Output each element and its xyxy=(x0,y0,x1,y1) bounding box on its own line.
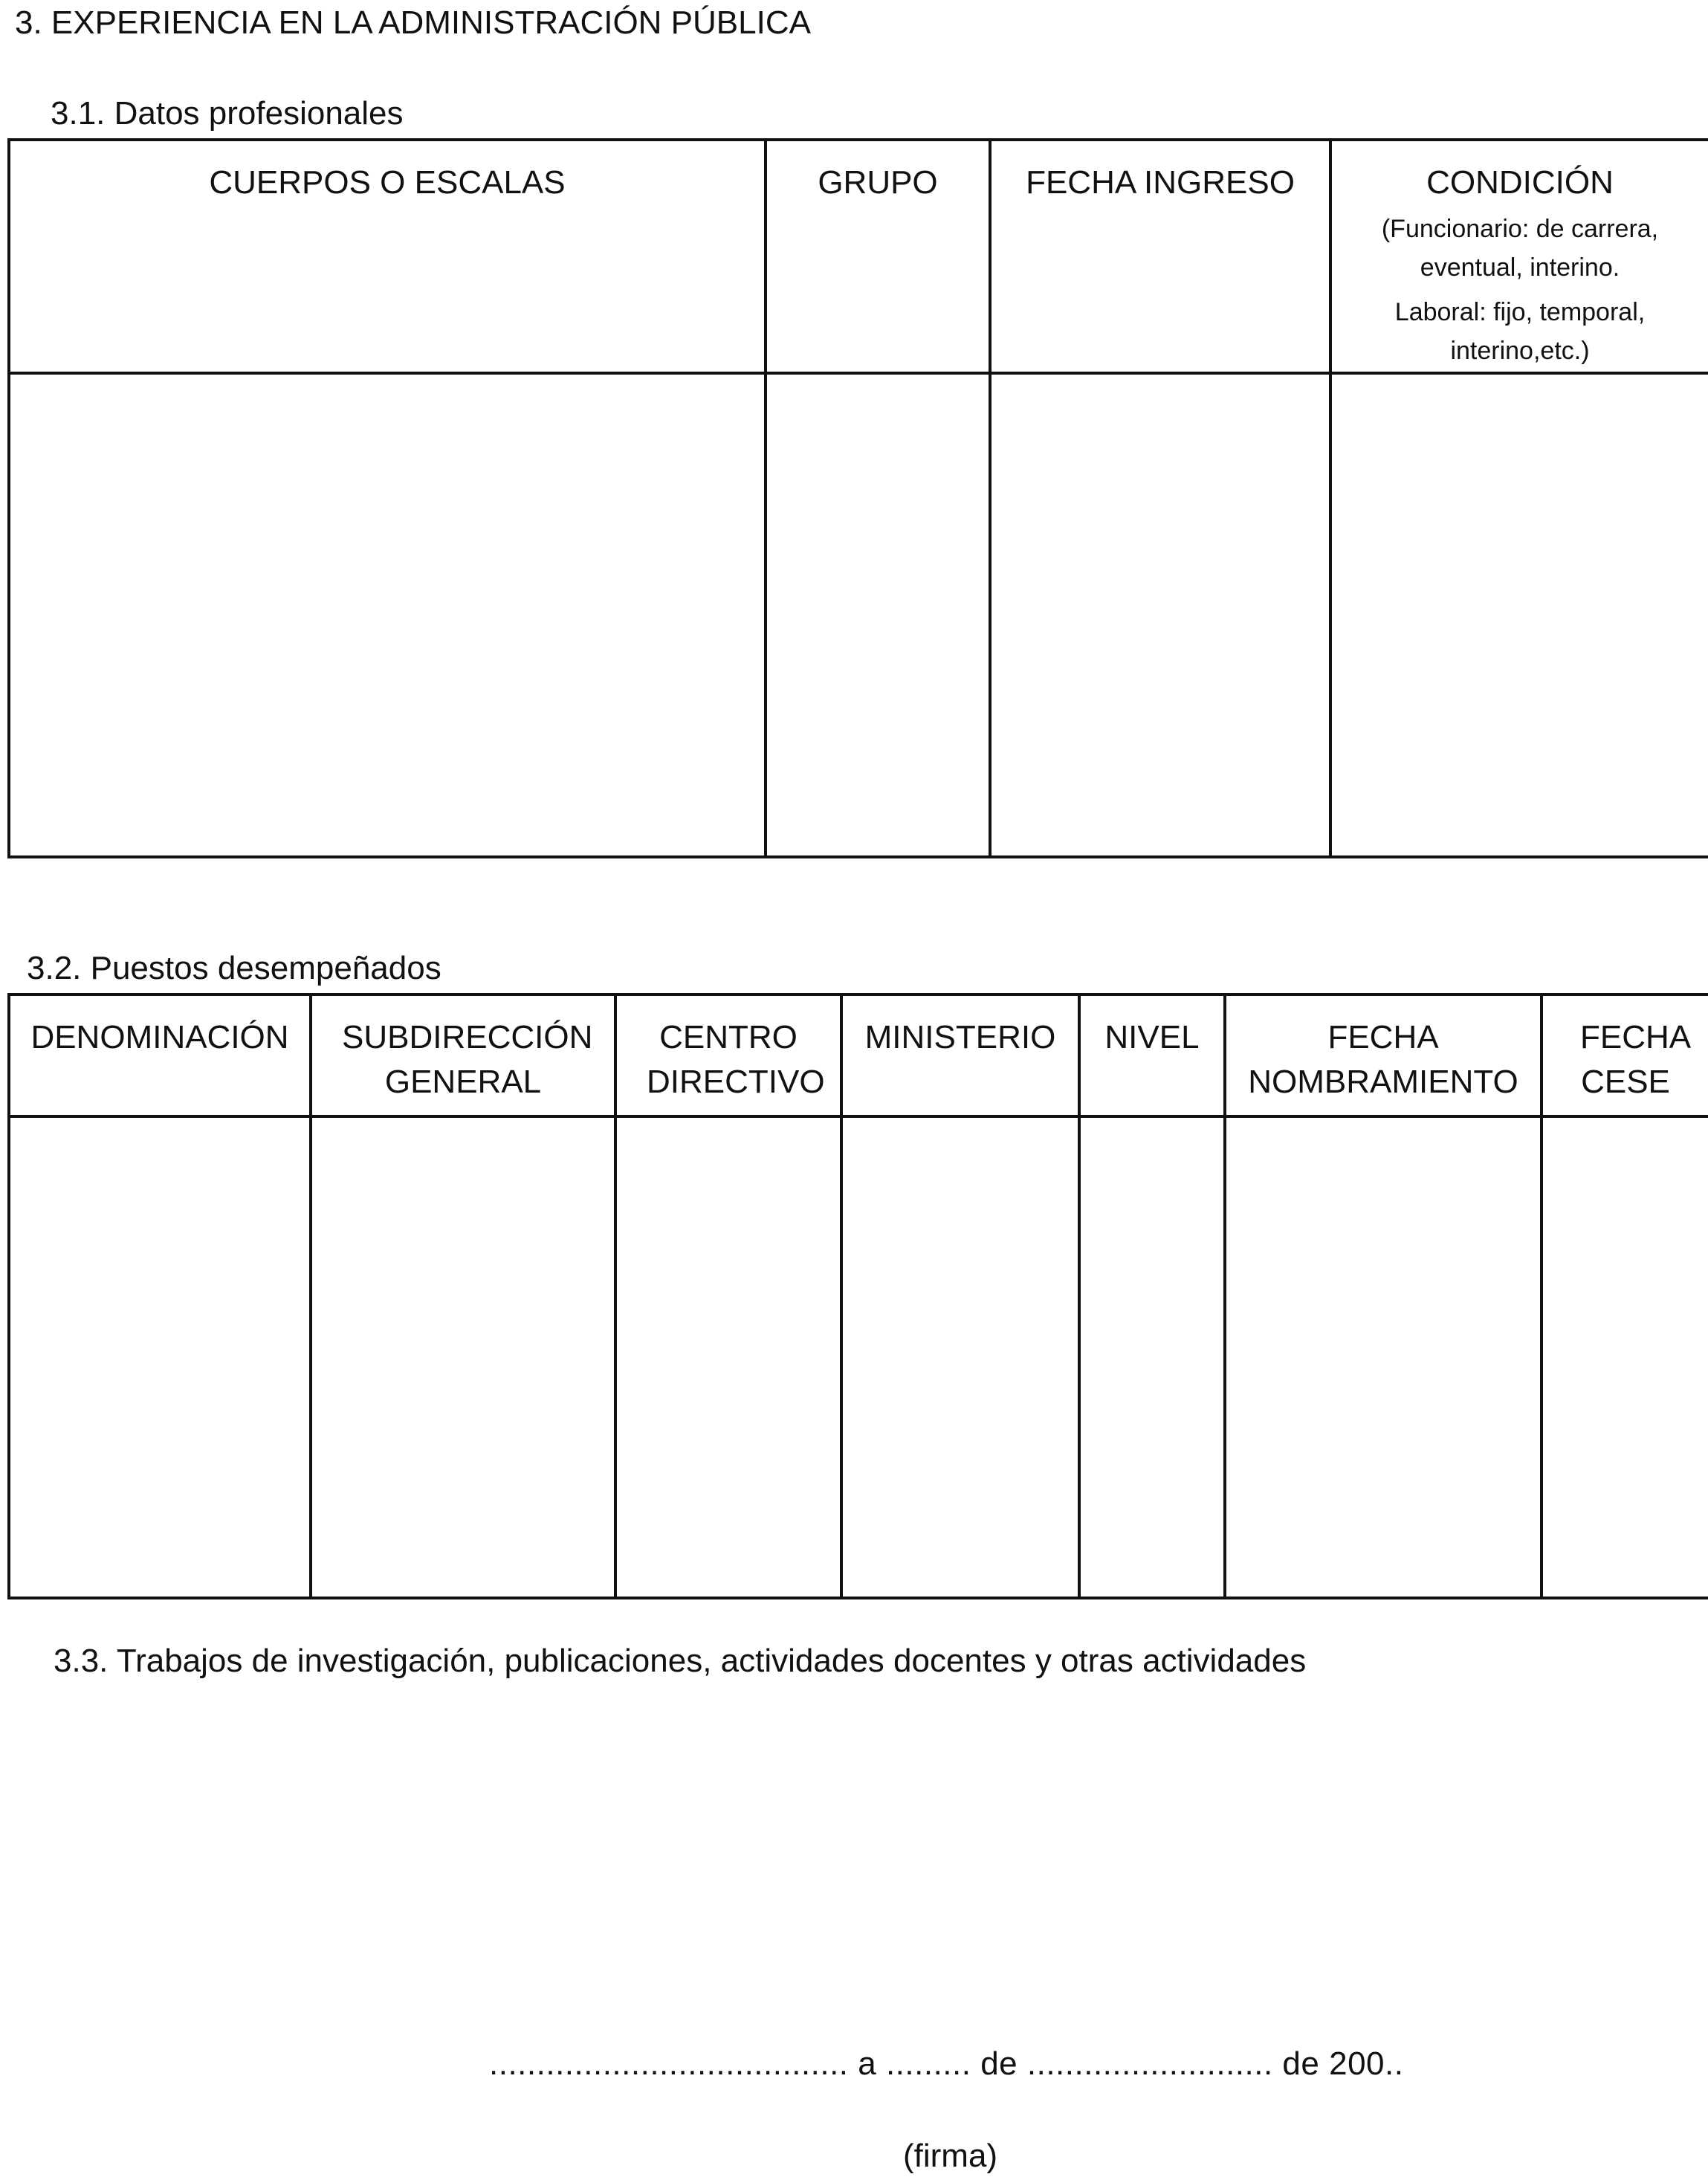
table-border-bottom xyxy=(7,855,1708,858)
header-subdireccion-general: SUBDIRECCIÓN GENERAL xyxy=(342,1019,593,1100)
header-denominacion: DENOMINACIÓN xyxy=(30,1019,289,1055)
section-title: 3. EXPERIENCIA EN LA ADMINISTRACIÓN PÚBLICA xyxy=(15,4,811,41)
table-border-left xyxy=(7,138,10,858)
table-header-divider xyxy=(7,1115,1708,1118)
condicion-note-laboral: Laboral: fijo, temporal, interino,etc.) xyxy=(1394,298,1646,365)
header-nivel: NIVEL xyxy=(1104,1019,1200,1055)
header-fecha-ingreso: FECHA INGRESO xyxy=(1026,164,1295,201)
table-border-top xyxy=(7,993,1708,996)
column-divider xyxy=(840,993,843,1599)
datos-profesionales-title: 3.1. Datos profesionales xyxy=(51,95,404,132)
header-fecha-nombramiento: FECHA NOMBRAMIENTO xyxy=(1248,1019,1518,1100)
puestos-title: 3.2. Puestos desempeñados xyxy=(27,950,441,986)
signature-date-line: ...................................... a ......... de .......................... de 200.. xyxy=(489,2045,1404,2082)
header-cuerpos-escalas: CUERPOS O ESCALAS xyxy=(209,164,566,201)
header-grupo: GRUPO xyxy=(818,164,938,201)
header-condicion-label: CONDICIÓN xyxy=(1426,164,1614,201)
column-divider xyxy=(989,138,992,858)
trabajos-title: 3.3. Trabajos de investigación, publicaciones, actividades docentes y otras actividades xyxy=(54,1643,1307,1679)
header-centro-directivo: CENTRO DIRECTIVO xyxy=(647,1019,825,1100)
table-border-top xyxy=(7,138,1708,141)
condicion-note-funcionario: (Funcionario: de carrera, eventual, interino. xyxy=(1381,215,1659,282)
header-ministerio: MINISTERIO xyxy=(864,1019,1056,1055)
column-divider xyxy=(1078,993,1081,1599)
signature-firma: (firma) xyxy=(903,2138,998,2174)
table-border-bottom xyxy=(7,1597,1708,1599)
table-border-left xyxy=(7,993,10,1599)
header-fecha-cese: FECHA CESE xyxy=(1580,1019,1692,1100)
table-header-divider xyxy=(7,372,1708,375)
column-divider xyxy=(764,138,767,858)
header-condicion xyxy=(1332,161,1708,370)
